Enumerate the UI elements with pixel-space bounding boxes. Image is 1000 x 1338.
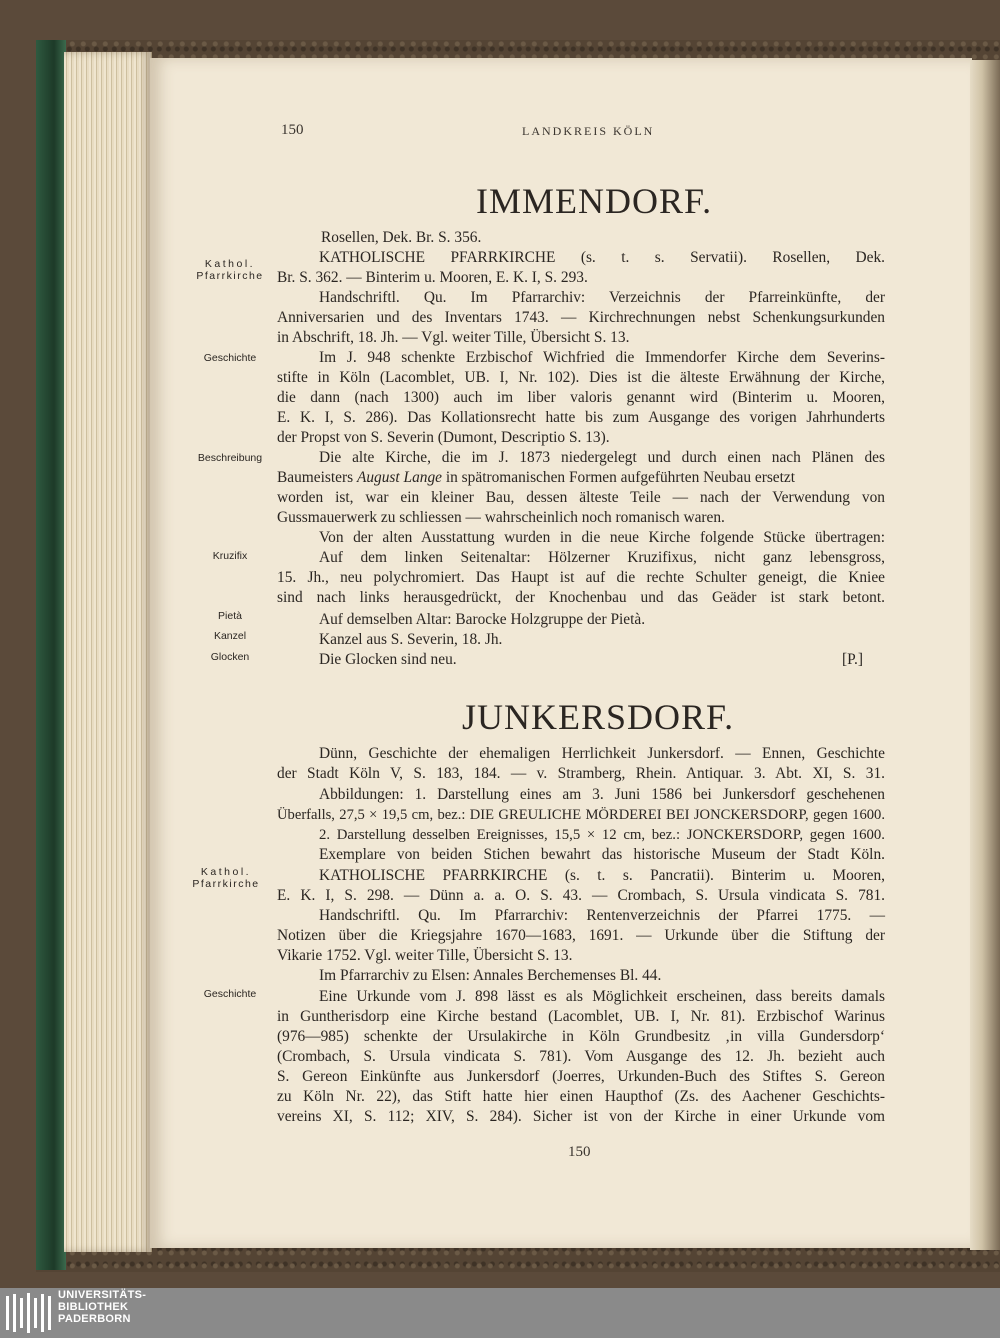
library-name-line: PADERBORN: [58, 1313, 131, 1325]
body-line: KATHOLISCHE PFARRKIRCHE (s. t. s. Servatii). Rosellen, Dek.: [319, 249, 885, 266]
body-line: in Guntherisdorp eine Kirche bestand (Lacomblet, UB. I, Nr. 81). Erzbischof Warinus: [277, 1008, 885, 1025]
margin-note-beschreibung: Beschreibung: [197, 452, 263, 464]
body-line: Abbildungen: 1. Darstellung eines am 3. Juni 1586 bei Junkersdorf geschehenen: [319, 786, 885, 803]
body-line: Im Pfarrarchiv zu Elsen: Annales Berchemenses Bl. 44.: [319, 967, 662, 984]
body-line: Vikarie 1752. Vgl. weiter Tille, Übersicht S. 13.: [277, 947, 573, 964]
margin-note-geschichte: Geschichte: [203, 988, 257, 1000]
body-line: E. K. I, S. 298. — Dünn a. a. O. S. 43. — Crombach, S. Ursula vindicata S. 781.: [277, 887, 885, 904]
margin-note-kathol: Kathol.: [204, 258, 256, 270]
book-spine: [36, 40, 66, 1270]
body-line: Notizen über die Kriegsjahre 1670—1683, 1691. — Urkunde über die Stiftung der: [277, 927, 885, 944]
body-line: (Crombach, S. Ursula vindicata S. 781). Vom Ausgange des 12. Jh. bezieht auch: [277, 1048, 885, 1065]
body-line: Von der alten Ausstattung wurden in die neue Kirche folgende Stücke übertragen:: [319, 529, 885, 546]
body-line: zu Köln Nr. 22), das Stift hatte hier einen Haupthof (Zs. des Aachener Geschichts-: [277, 1088, 885, 1105]
author-mark: [P.]: [842, 651, 863, 668]
body-line: E. K. I, S. 286). Das Kollationsrecht hatte bis zum Ausgange des vorigen Jahrhunderts: [277, 409, 885, 426]
body-line: in Abschrift, 18. Jh. — Vgl. weiter Tille, Übersicht S. 13.: [277, 329, 630, 346]
library-footer-bar: [0, 1288, 1000, 1338]
running-head-title: LANDKREIS KÖLN: [522, 124, 655, 138]
body-line: 2. Darstellung desselben Ereignisses, 15,5 × 12 cm, bez.: JONCKERSDORP, gegen 1600.: [319, 827, 885, 843]
library-name-line: BIBLIOTHEK: [58, 1301, 129, 1313]
library-name-line: UNIVERSITÄTS-: [58, 1289, 147, 1301]
margin-note-pfarrkirche: Pfarrkirche: [196, 270, 264, 282]
body-line: (976—985) schenkte der Ursulakirche in Köln Grundbesitz ‚in villa Gundersdorp‘: [277, 1028, 885, 1045]
body-line: [277, 468, 795, 488]
body-line: der Stadt Köln V, S. 183, 184. — v. Stramberg, Rhein. Antiquar. 3. Abt. XI, S. 31.: [277, 765, 885, 782]
library-logo-icon: [4, 1292, 52, 1334]
body-line: Anniversarien und des Inventars 1743. — Kirchrechnungen nebst Schenkungsurkunden: [277, 309, 885, 326]
footer-page-number: 150: [568, 1144, 591, 1160]
body-line: Die alte Kirche, die im J. 1873 niedergelegt und durch einen nach Plänen des: [319, 449, 885, 466]
body-line: Im J. 948 schenkte Erzbischof Wichfried die Immendorfer Kirche dem Severins-: [319, 349, 885, 366]
body-line: Br. S. 362. — Binterim u. Mooren, E. K. I, S. 293.: [277, 269, 588, 286]
margin-note-kruzifix: Kruzifix: [212, 550, 248, 562]
body-line: Gussmauerwerk zu schliessen — wahrscheinlich noch romanisch waren.: [277, 509, 725, 526]
page-stack: [64, 52, 152, 1252]
body-line: Auf demselben Altar: Barocke Holzgruppe der Pietà.: [319, 611, 646, 628]
facing-page-edge: [970, 60, 1000, 1250]
library-name: [58, 1289, 146, 1325]
body-line: 15. Jh., neu polychromiert. Das Haupt ist auf die rechte Schulter geneigt, die Kniee: [277, 569, 885, 586]
body-line: KATHOLISCHE PFARRKIRCHE (s. t. s. Pancratii). Binterim u. Mooren,: [319, 867, 885, 884]
body-line: Exemplare von beiden Stichen bewahrt das historische Museum der Stadt Köln.: [319, 846, 885, 863]
body-line: Handschriftl. Qu. Im Pfarrarchiv: Rentenverzeichnis der Pfarrei 1775. —: [319, 907, 885, 924]
body-line: Handschriftl. Qu. Im Pfarrarchiv: Verzeichnis der Pfarreinkünfte, der: [319, 289, 885, 306]
body-line: S. Gereon Einkünfte aus Junkersdorf (Joerres, Urkunden-Buch des Stiftes S. Gereon: [277, 1068, 885, 1085]
margin-note-pfarrkirche: Pfarrkirche: [192, 878, 260, 890]
body-line: Rosellen, Dek. Br. S. 356.: [321, 229, 482, 246]
margin-note-kanzel: Kanzel: [213, 630, 247, 642]
section-title-junkersdorf: JUNKERSDORF.: [462, 697, 735, 737]
body-line: sind nach links herausgedrückt, der Knochenbau und das Geäder ist stark betont.: [277, 589, 885, 606]
running-head-page-number: 150: [281, 122, 304, 138]
margin-note-glocken: Glocken: [210, 651, 250, 663]
body-line: worden ist, war ein kleiner Bau, dessen älteste Teile — nach der Verwendung von: [277, 489, 885, 506]
architect-name: August Lange: [356, 469, 443, 486]
text-segment: in spätromanischen Formen aufgeführten Neubau ersetzt: [442, 469, 796, 486]
body-line: Auf dem linken Seitenaltar: Hölzerner Kruzifixus, nicht ganz lebensgross,: [319, 549, 885, 566]
margin-note-geschichte: Geschichte: [203, 352, 257, 364]
body-line: vereins XI, S. 112; XIV, S. 284). Sicher ist von der Kirche in einer Urkunde vom: [277, 1108, 885, 1125]
margin-note-pieta: Pietà: [218, 610, 242, 622]
body-line: Eine Urkunde vom J. 898 lässt es als Möglichkeit erscheinen, dass bereits damals: [319, 988, 885, 1005]
margin-note-kathol: Kathol.: [200, 866, 252, 878]
text-segment: Baumeisters: [277, 469, 357, 486]
body-line: Kanzel aus S. Severin, 18. Jh.: [319, 631, 503, 648]
body-line: stifte in Köln (Lacomblet, UB. I, Nr. 102). Dies ist die älteste Erwähnung der Kirche,: [277, 369, 885, 386]
section-title-immendorf: IMMENDORF.: [476, 181, 713, 221]
body-line: Überfalls, 27,5 × 19,5 cm, bez.: DIE GREULICHE MÖRDEREI BEI JONCKERSDORP, gegen 1600.: [277, 807, 885, 823]
body-line: der Propst von S. Severin (Dumont, Descriptio S. 13).: [277, 429, 610, 446]
body-line: Die Glocken sind neu.: [319, 651, 457, 668]
body-line: die dann (nach 1300) auch im liber valoris genannt wird (Binterim u. Mooren,: [277, 389, 885, 406]
body-line: Dünn, Geschichte der ehemaligen Herrlichkeit Junkersdorf. — Ennen, Geschichte: [319, 745, 885, 762]
